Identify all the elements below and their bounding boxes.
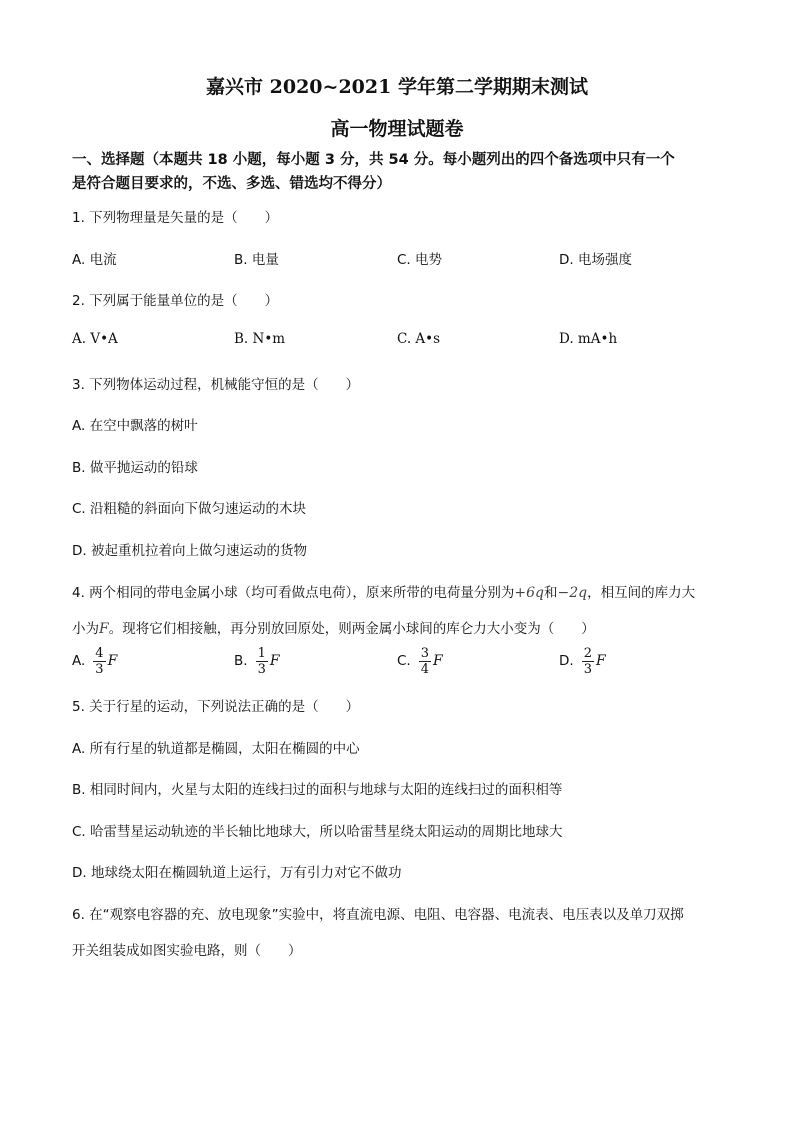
fraction	[93, 646, 105, 677]
fraction-numerator: 1	[257, 645, 266, 661]
question-4-option-c	[397, 642, 443, 680]
force-var: F	[107, 653, 118, 669]
question-5-option-b: B. 相同时间内，火星与太阳的连线扫过的面积与地球与太阳的连线扫过的面积相等	[72, 782, 563, 798]
q4-charge-1: +6q	[514, 585, 545, 601]
fraction-numerator: 4	[95, 645, 104, 661]
question-1-option-a: A. 电流	[72, 252, 117, 268]
option-label: D.	[559, 653, 574, 669]
fraction	[582, 646, 594, 677]
question-4-option-b	[234, 642, 280, 680]
question-2-stem: 2. 下列属于能量单位的是（ ）	[72, 293, 279, 309]
question-4-stem-line2	[72, 617, 595, 637]
q4-force-var: F	[99, 621, 109, 637]
section-header-line2: 是符合题目要求的，不选、多选、错选均不得分）	[72, 176, 391, 192]
question-2-option-d: D. mA•h	[559, 331, 618, 347]
section-header-line1: 一、选择题（本题共 18 小题，每小题 3 分，共 54 分。每小题列出的四个备选项中只有一个	[72, 152, 675, 168]
question-6-stem-line1: 6. 在“观察电容器的充、放电现象”实验中，将直流电源、电阻、电容器、电流表、电压表以及单刀双掷	[72, 907, 684, 923]
question-3-stem: 3. 下列物体运动过程，机械能守恒的是（ ）	[72, 377, 360, 393]
question-3-option-a: A. 在空中飘落的树叶	[72, 418, 198, 434]
question-3-option-d: D. 被起重机拉着向上做匀速运动的货物	[72, 543, 307, 559]
fraction-numerator: 2	[583, 645, 592, 661]
exam-subtitle: 高一物理试题卷	[330, 118, 464, 140]
fraction	[419, 646, 431, 677]
question-2-option-c: C. A•s	[397, 331, 441, 347]
option-label: A.	[72, 653, 86, 669]
question-4-option-d	[559, 642, 606, 680]
exam-title: 嘉兴市 2020~2021 学年第二学期期末测试	[206, 76, 588, 98]
q4-charge-2: −2q	[557, 585, 588, 601]
question-2-option-a: A. V•A	[72, 331, 118, 347]
question-5-option-d: D. 地球绕太阳在椭圆轨道上运行，万有引力对它不做功	[72, 865, 402, 881]
q4-text-b: 和	[544, 585, 558, 601]
question-5-stem: 5. 关于行星的运动，下列说法正确的是（ ）	[72, 699, 360, 715]
question-1-option-b: B. 电量	[234, 252, 279, 268]
fraction	[256, 646, 268, 677]
question-1-stem: 1. 下列物理量是矢量的是（ ）	[72, 210, 279, 226]
q4-text-d: 小为	[72, 621, 99, 637]
question-3-option-c: C. 沿粗糙的斜面向下做匀速运动的木块	[72, 501, 307, 517]
fraction-denominator: 3	[583, 661, 592, 677]
fraction-denominator: 4	[420, 661, 429, 677]
option-label: B.	[234, 653, 248, 669]
question-6-stem-line2: 开关组装成如图实验电路，则（ ）	[72, 943, 302, 959]
fraction-denominator: 3	[95, 661, 104, 677]
q4-text-c: ，相互间的库力大	[587, 585, 696, 601]
question-3-option-b: B. 做平抛运动的铅球	[72, 460, 198, 476]
force-var: F	[433, 653, 443, 669]
force-var: F	[269, 653, 280, 669]
question-5-option-c: C. 哈雷彗星运动轨迹的半长轴比地球大，所以哈雷彗星绕太阳运动的周期比地球大	[72, 824, 563, 840]
fraction-numerator: 3	[420, 645, 429, 661]
question-4-option-a	[72, 642, 117, 680]
q4-text-a: 4. 两个相同的带电金属小球（均可看做点电荷），原来所带的电荷量分别为	[72, 585, 515, 601]
question-2-option-b: B. N•m	[234, 331, 286, 347]
force-var: F	[595, 653, 606, 669]
question-4-stem-line1	[72, 581, 695, 601]
question-1-option-d: D. 电场强度	[559, 252, 632, 268]
q4-text-e: 。现将它们相接触，再分别放回原处，则两金属小球间的库仑力大小变为（ ）	[108, 621, 595, 637]
question-5-option-a: A. 所有行星的轨道都是椭圆，太阳在椭圆的中心	[72, 741, 360, 757]
option-label: C.	[397, 653, 411, 669]
fraction-denominator: 3	[257, 661, 266, 677]
question-1-option-c: C. 电势	[397, 252, 443, 268]
